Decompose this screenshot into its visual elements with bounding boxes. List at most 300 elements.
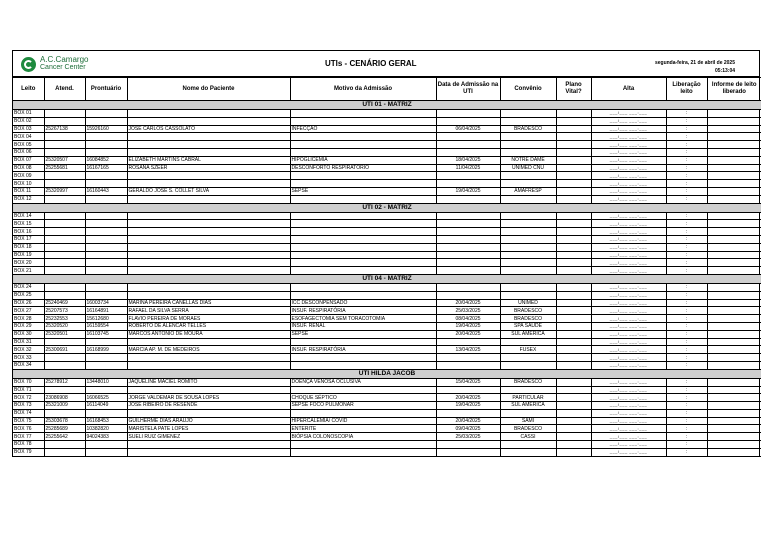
admission-reason-cell <box>290 243 436 251</box>
table-row <box>13 195 761 203</box>
table-row <box>13 212 761 220</box>
insurance-cell <box>500 338 556 346</box>
patient-name-cell: ELIZABETH MARTINS CABRAL <box>127 156 290 164</box>
plano-vital-cell <box>556 251 591 259</box>
admission-reason-cell <box>290 259 436 267</box>
plano-vital-cell <box>556 361 591 369</box>
prontuario-cell <box>85 141 127 149</box>
insurance-cell <box>500 235 556 243</box>
informe-cell <box>707 156 761 164</box>
patient-name-cell <box>127 441 290 449</box>
admission-date-cell: 15/04/2025 <box>436 378 500 386</box>
bed-cell: BOX 05 <box>13 141 44 149</box>
patient-name-cell <box>127 110 290 118</box>
admission-date-cell <box>436 243 500 251</box>
admission-reason-cell <box>290 235 436 243</box>
insurance-cell <box>500 195 556 203</box>
alta-cell: ___/___ ___:___ <box>591 110 666 118</box>
informe-cell <box>707 133 761 141</box>
liberacao-cell: : <box>666 243 707 251</box>
informe-cell <box>707 187 761 195</box>
admission-reason-cell: ESOFAGECTOMIA SEM TORACOTOMIA <box>290 315 436 323</box>
insurance-cell <box>500 180 556 188</box>
atend-cell <box>44 172 85 180</box>
plano-vital-cell <box>556 448 591 456</box>
patient-name-cell <box>127 291 290 299</box>
table-row <box>13 291 761 299</box>
insurance-cell <box>500 228 556 236</box>
informe-cell <box>707 307 761 315</box>
admission-reason-cell: INSUF. RESPIRATÓRIA <box>290 307 436 315</box>
plano-vital-cell <box>556 243 591 251</box>
alta-cell: ___/___ ___:___ <box>591 267 666 275</box>
alta-cell: ___/___ ___:___ <box>591 212 666 220</box>
admission-date-cell <box>436 172 500 180</box>
plano-vital-cell <box>556 441 591 449</box>
alta-cell: ___/___ ___:___ <box>591 117 666 125</box>
patient-name-cell: ROBERTO DE ALENCAR TELLES <box>127 322 290 330</box>
table-row <box>13 394 761 402</box>
alta-cell: ___/___ ___:___ <box>591 172 666 180</box>
admission-reason-cell: SEPSE FOCO PULMONAR <box>290 402 436 410</box>
bed-cell: BOX 18 <box>13 243 44 251</box>
liberacao-cell: : <box>666 402 707 410</box>
insurance-cell <box>500 291 556 299</box>
bed-cell: BOX 29 <box>13 322 44 330</box>
patient-name-cell <box>127 172 290 180</box>
insurance-cell <box>500 448 556 456</box>
liberacao-cell: : <box>666 386 707 394</box>
liberacao-cell: : <box>666 409 707 417</box>
prontuario-cell: 16084852 <box>85 156 127 164</box>
bed-cell: BOX 07 <box>13 156 44 164</box>
alta-cell: ___/___ ___:___ <box>591 141 666 149</box>
admission-date-cell: 18/04/2025 <box>436 156 500 164</box>
atend-cell <box>44 251 85 259</box>
col-motivo-admissao: Motivo da Admissão <box>290 78 436 101</box>
patient-name-cell <box>127 283 290 291</box>
informe-cell <box>707 172 761 180</box>
plano-vital-cell <box>556 315 591 323</box>
informe-cell <box>707 267 761 275</box>
prontuario-cell <box>85 195 127 203</box>
table-row <box>13 322 761 330</box>
alta-cell: ___/___ ___:___ <box>591 243 666 251</box>
prontuario-cell: 16103745 <box>85 330 127 338</box>
insurance-cell: AMAFRESP <box>500 187 556 195</box>
admission-reason-cell: SEPSE <box>290 330 436 338</box>
patient-name-cell <box>127 228 290 236</box>
bed-cell: BOX 02 <box>13 117 44 125</box>
liberacao-cell: : <box>666 322 707 330</box>
informe-cell <box>707 212 761 220</box>
alta-cell: ___/___ ___:___ <box>591 417 666 425</box>
liberacao-cell: : <box>666 228 707 236</box>
patient-name-cell <box>127 133 290 141</box>
section-header-row <box>13 369 761 378</box>
liberacao-cell: : <box>666 417 707 425</box>
atend-cell <box>44 361 85 369</box>
informe-cell <box>707 361 761 369</box>
atend-cell <box>44 148 85 156</box>
liberacao-cell: : <box>666 441 707 449</box>
informe-cell <box>707 417 761 425</box>
prontuario-cell <box>85 117 127 125</box>
prontuario-cell <box>85 243 127 251</box>
insurance-cell: SAMI <box>500 417 556 425</box>
patient-name-cell <box>127 212 290 220</box>
insurance-cell: BRADESCO <box>500 307 556 315</box>
atend-cell: 25267138 <box>44 125 85 133</box>
patient-name-cell: GUILHERME DIAS ARAUJO <box>127 417 290 425</box>
plano-vital-cell <box>556 220 591 228</box>
prontuario-cell <box>85 409 127 417</box>
plano-vital-cell <box>556 110 591 118</box>
bed-cell: BOX 08 <box>13 164 44 172</box>
alta-cell: ___/___ ___:___ <box>591 425 666 433</box>
atend-cell <box>44 448 85 456</box>
admission-date-cell <box>436 228 500 236</box>
alta-cell: ___/___ ___:___ <box>591 195 666 203</box>
prontuario-cell: 16164891 <box>85 307 127 315</box>
insurance-cell <box>500 259 556 267</box>
admission-reason-cell: INFECÇÃO <box>290 125 436 133</box>
patient-name-cell: MARISTELA PATE LOPES <box>127 425 290 433</box>
admission-reason-cell <box>290 141 436 149</box>
atend-cell: 25320997 <box>44 187 85 195</box>
prontuario-cell: 10382820 <box>85 425 127 433</box>
atend-cell: 25255681 <box>44 164 85 172</box>
table-row <box>13 417 761 425</box>
atend-cell <box>44 110 85 118</box>
prontuario-cell <box>85 228 127 236</box>
report-datetime <box>655 59 735 75</box>
col-liberacao-leito: Liberação leito <box>666 78 707 101</box>
patient-name-cell <box>127 251 290 259</box>
insurance-cell: BRADESCO <box>500 378 556 386</box>
admission-date-cell <box>436 386 500 394</box>
liberacao-cell: : <box>666 425 707 433</box>
admission-date-cell <box>436 409 500 417</box>
plano-vital-cell <box>556 228 591 236</box>
bed-cell: BOX 32 <box>13 346 44 354</box>
col-convenio: Convênio <box>500 78 556 101</box>
admission-reason-cell: HIPOGLICEMIA <box>290 156 436 164</box>
col-prontuario: Prontuário <box>85 78 127 101</box>
plano-vital-cell <box>556 433 591 441</box>
table-row <box>13 125 761 133</box>
liberacao-cell: : <box>666 338 707 346</box>
atend-cell <box>44 180 85 188</box>
bed-cell: BOX 03 <box>13 125 44 133</box>
admission-date-cell: 25/03/2025 <box>436 433 500 441</box>
patient-name-cell <box>127 448 290 456</box>
table-row <box>13 409 761 417</box>
admission-date-cell <box>436 133 500 141</box>
plano-vital-cell <box>556 187 591 195</box>
atend-cell <box>44 133 85 141</box>
admission-date-cell: 06/04/2025 <box>436 125 500 133</box>
plano-vital-cell <box>556 330 591 338</box>
liberacao-cell: : <box>666 125 707 133</box>
census-table <box>13 77 761 457</box>
plano-vital-cell <box>556 235 591 243</box>
table-row <box>13 220 761 228</box>
alta-cell: ___/___ ___:___ <box>591 125 666 133</box>
insurance-cell <box>500 409 556 417</box>
bed-cell: BOX 75 <box>13 417 44 425</box>
informe-cell <box>707 322 761 330</box>
patient-name-cell <box>127 354 290 362</box>
prontuario-cell <box>85 291 127 299</box>
plano-vital-cell <box>556 386 591 394</box>
plano-vital-cell <box>556 346 591 354</box>
patient-name-cell: JAQUELINE MACIEL ROMITO <box>127 378 290 386</box>
insurance-cell <box>500 243 556 251</box>
informe-cell <box>707 125 761 133</box>
admission-reason-cell <box>290 448 436 456</box>
col-data-admissao: Data de Admissão na UTI <box>436 78 500 101</box>
table-row <box>13 117 761 125</box>
insurance-cell <box>500 283 556 291</box>
insurance-cell <box>500 220 556 228</box>
prontuario-cell: 15612680 <box>85 315 127 323</box>
insurance-cell <box>500 172 556 180</box>
liberacao-cell: : <box>666 433 707 441</box>
patient-name-cell <box>127 409 290 417</box>
admission-date-cell: 19/04/2025 <box>436 187 500 195</box>
alta-cell: ___/___ ___:___ <box>591 441 666 449</box>
liberacao-cell: : <box>666 141 707 149</box>
insurance-cell: PARTICULAR <box>500 394 556 402</box>
admission-reason-cell: DESCONFORTO RESPIRATÓRIO <box>290 164 436 172</box>
admission-date-cell: 20/04/2025 <box>436 330 500 338</box>
liberacao-cell: : <box>666 378 707 386</box>
admission-date-cell: 19/04/2025 <box>436 322 500 330</box>
bed-cell: BOX 28 <box>13 315 44 323</box>
patient-name-cell <box>127 195 290 203</box>
informe-cell <box>707 433 761 441</box>
atend-cell <box>44 354 85 362</box>
informe-cell <box>707 243 761 251</box>
patient-name-cell <box>127 141 290 149</box>
bed-cell: BOX 79 <box>13 448 44 456</box>
admission-reason-cell <box>290 148 436 156</box>
admission-reason-cell <box>290 354 436 362</box>
bed-cell: BOX 21 <box>13 267 44 275</box>
atend-cell <box>44 259 85 267</box>
table-row <box>13 141 761 149</box>
admission-reason-cell <box>290 291 436 299</box>
alta-cell: ___/___ ___:___ <box>591 330 666 338</box>
plano-vital-cell <box>556 259 591 267</box>
insurance-cell <box>500 117 556 125</box>
insurance-cell <box>500 386 556 394</box>
plano-vital-cell <box>556 409 591 417</box>
section-header-row <box>13 274 761 283</box>
atend-cell: 25255642 <box>44 433 85 441</box>
insurance-cell <box>500 133 556 141</box>
table-row <box>13 441 761 449</box>
plano-vital-cell <box>556 125 591 133</box>
insurance-cell: UNIMED CNU <box>500 164 556 172</box>
patient-name-cell <box>127 338 290 346</box>
census-sheet <box>12 50 760 457</box>
bed-cell: BOX 72 <box>13 394 44 402</box>
admission-reason-cell <box>290 386 436 394</box>
prontuario-cell <box>85 220 127 228</box>
table-row <box>13 433 761 441</box>
prontuario-cell <box>85 448 127 456</box>
liberacao-cell: : <box>666 291 707 299</box>
plano-vital-cell <box>556 417 591 425</box>
alta-cell: ___/___ ___:___ <box>591 346 666 354</box>
plano-vital-cell <box>556 338 591 346</box>
col-atend: Atend. <box>44 78 85 101</box>
table-row <box>13 228 761 236</box>
alta-cell: ___/___ ___:___ <box>591 354 666 362</box>
patient-name-cell <box>127 220 290 228</box>
prontuario-cell: 15926160 <box>85 125 127 133</box>
liberacao-cell: : <box>666 315 707 323</box>
admission-reason-cell <box>290 409 436 417</box>
atend-cell: 25232553 <box>44 315 85 323</box>
admission-date-cell <box>436 441 500 449</box>
insurance-cell: BRADESCO <box>500 315 556 323</box>
logo-icon <box>21 57 36 72</box>
patient-name-cell: RAFAEL DA SILVA SERRA <box>127 307 290 315</box>
admission-reason-cell <box>290 133 436 141</box>
atend-cell <box>44 291 85 299</box>
informe-cell <box>707 386 761 394</box>
admission-reason-cell: INSUF. RESPIRATÓRIA <box>290 346 436 354</box>
informe-cell <box>707 354 761 362</box>
atend-cell <box>44 220 85 228</box>
prontuario-cell <box>85 180 127 188</box>
insurance-cell: UNIMED <box>500 299 556 307</box>
section-title: UTI HILDA JACOB <box>13 369 761 378</box>
informe-cell <box>707 228 761 236</box>
liberacao-cell: : <box>666 172 707 180</box>
table-row <box>13 259 761 267</box>
prontuario-cell <box>85 235 127 243</box>
admission-reason-cell <box>290 361 436 369</box>
alta-cell: ___/___ ___:___ <box>591 378 666 386</box>
plano-vital-cell <box>556 172 591 180</box>
prontuario-cell: 16168999 <box>85 346 127 354</box>
informe-cell <box>707 235 761 243</box>
informe-cell <box>707 299 761 307</box>
alta-cell: ___/___ ___:___ <box>591 156 666 164</box>
plano-vital-cell <box>556 133 591 141</box>
atend-cell: 25285689 <box>44 425 85 433</box>
patient-name-cell <box>127 243 290 251</box>
prontuario-cell: 16114049 <box>85 402 127 410</box>
admission-reason-cell <box>290 441 436 449</box>
plano-vital-cell <box>556 291 591 299</box>
table-row <box>13 164 761 172</box>
informe-cell <box>707 117 761 125</box>
patient-name-cell <box>127 386 290 394</box>
liberacao-cell: : <box>666 187 707 195</box>
atend-cell: 25320501 <box>44 330 85 338</box>
table-body <box>13 101 761 457</box>
liberacao-cell: : <box>666 299 707 307</box>
admission-date-cell: 09/04/2025 <box>436 425 500 433</box>
plano-vital-cell <box>556 299 591 307</box>
alta-cell: ___/___ ___:___ <box>591 220 666 228</box>
insurance-cell <box>500 441 556 449</box>
admission-reason-cell <box>290 195 436 203</box>
insurance-cell: SUL AMERICA <box>500 402 556 410</box>
plano-vital-cell <box>556 394 591 402</box>
admission-reason-cell: HIPERCALEMIA/ COVID <box>290 417 436 425</box>
prontuario-cell: 16003734 <box>85 299 127 307</box>
prontuario-cell: 16160443 <box>85 187 127 195</box>
bed-cell: BOX 01 <box>13 110 44 118</box>
table-row <box>13 402 761 410</box>
plano-vital-cell <box>556 425 591 433</box>
bed-cell: BOX 73 <box>13 402 44 410</box>
liberacao-cell: : <box>666 164 707 172</box>
informe-cell <box>707 110 761 118</box>
admission-date-cell: 08/04/2025 <box>436 315 500 323</box>
atend-cell <box>44 267 85 275</box>
informe-cell <box>707 441 761 449</box>
table-row <box>13 425 761 433</box>
admission-date-cell <box>436 354 500 362</box>
admission-date-cell <box>436 259 500 267</box>
table-row <box>13 133 761 141</box>
prontuario-cell <box>85 338 127 346</box>
insurance-cell <box>500 148 556 156</box>
hospital-logo <box>21 54 88 74</box>
atend-cell <box>44 409 85 417</box>
admission-date-cell <box>436 212 500 220</box>
admission-date-cell <box>436 141 500 149</box>
informe-cell <box>707 220 761 228</box>
table-row <box>13 172 761 180</box>
admission-date-cell <box>436 267 500 275</box>
liberacao-cell: : <box>666 307 707 315</box>
bed-cell: BOX 10 <box>13 180 44 188</box>
alta-cell: ___/___ ___:___ <box>591 187 666 195</box>
admission-reason-cell <box>290 220 436 228</box>
liberacao-cell: : <box>666 394 707 402</box>
patient-name-cell <box>127 148 290 156</box>
admission-date-cell <box>436 148 500 156</box>
plano-vital-cell <box>556 212 591 220</box>
insurance-cell: BRADESCO <box>500 125 556 133</box>
liberacao-cell: : <box>666 354 707 362</box>
table-row <box>13 386 761 394</box>
insurance-cell <box>500 141 556 149</box>
col-plano-vital: Plano Vital? <box>556 78 591 101</box>
bed-cell: BOX 14 <box>13 212 44 220</box>
atend-cell: 25320520 <box>44 322 85 330</box>
atend-cell <box>44 441 85 449</box>
alta-cell: ___/___ ___:___ <box>591 338 666 346</box>
atend-cell <box>44 117 85 125</box>
admission-date-cell <box>436 117 500 125</box>
plano-vital-cell <box>556 354 591 362</box>
admission-date-cell: 11/04/2025 <box>436 164 500 172</box>
prontuario-cell <box>85 148 127 156</box>
prontuario-cell: 94024383 <box>85 433 127 441</box>
atend-cell: 25240469 <box>44 299 85 307</box>
alta-cell: ___/___ ___:___ <box>591 433 666 441</box>
alta-cell: ___/___ ___:___ <box>591 307 666 315</box>
